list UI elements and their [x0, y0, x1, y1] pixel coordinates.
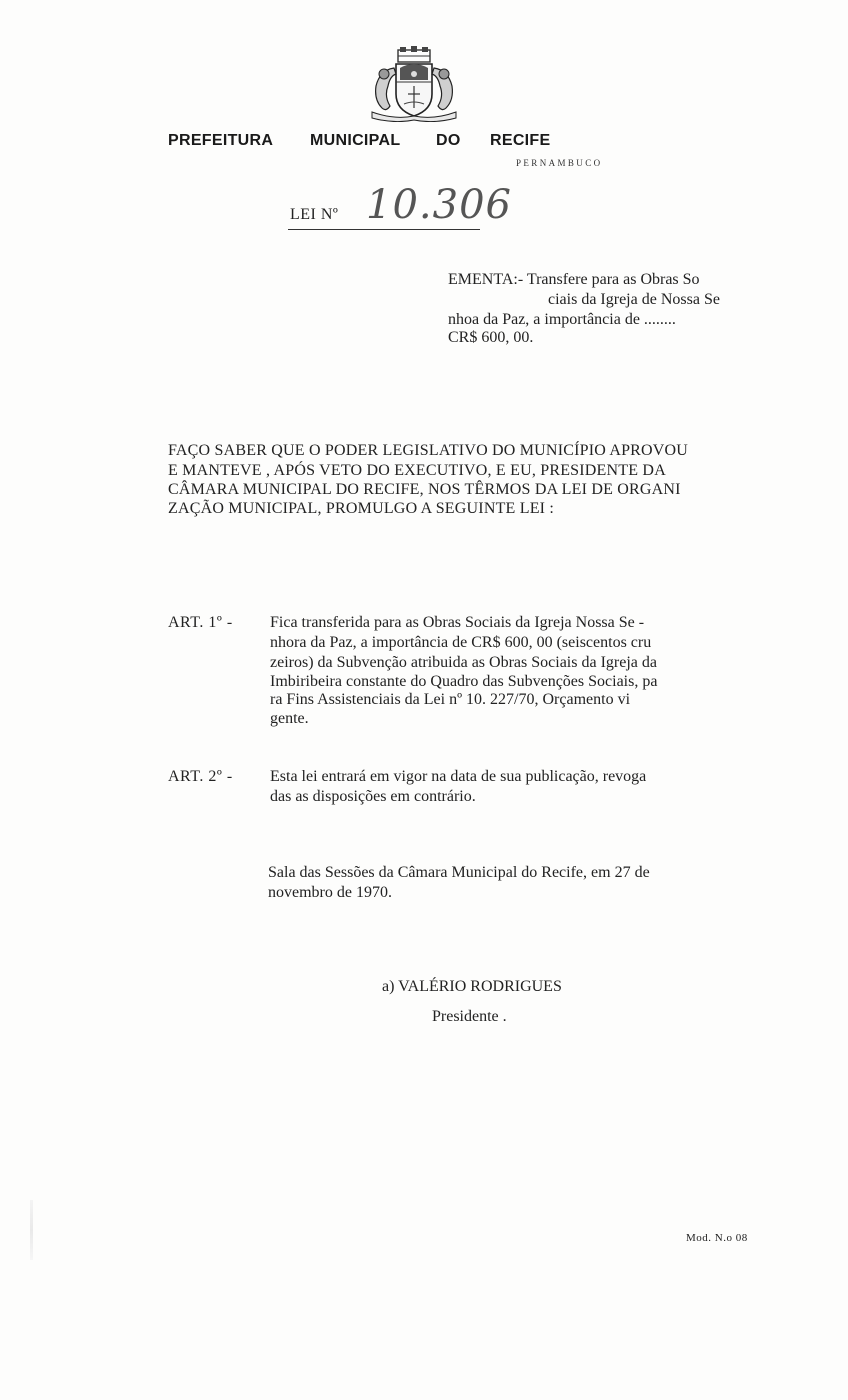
article-1-line: nhora da Paz, a importância de CR$ 600, 00 (seiscentos cru: [270, 634, 652, 651]
municipality-header: [168, 132, 588, 152]
scan-artifact: [30, 1200, 33, 1260]
state-name: PERNAMBUCO: [516, 158, 603, 168]
signatory-name: a) VALÉRIO RODRIGUES: [382, 978, 562, 995]
article-2-line: Esta lei entrará em vigor na data de sua publicação, revoga: [270, 768, 647, 785]
article-1-line: Fica transferida para as Obras Sociais da Igreja Nossa Se -: [270, 614, 645, 631]
header-word-recife: RECIFE: [490, 132, 551, 149]
ementa-line: nhoa da Paz, a importância de ........: [448, 311, 676, 328]
ementa-line: CR$ 600, 00.: [448, 329, 534, 346]
ementa-line: ciais da Igreja de Nossa Se: [548, 291, 720, 308]
preamble-line: CÂMARA MUNICIPAL DO RECIFE, NOS TÊRMOS DA LEI DE ORGANI: [168, 481, 681, 498]
article-2-line: das as disposições em contrário.: [270, 788, 476, 805]
header-word-municipal: MUNICIPAL: [310, 132, 401, 149]
article-1-line: Imbiribeira constante do Quadro das Subvenções Sociais, pa: [270, 673, 658, 690]
form-code: Mod. N.o 08: [686, 1232, 748, 1244]
article-1-line: zeiros) da Subvenção atribuida as Obras Sociais da Igreja da: [270, 654, 657, 671]
recife-coat-of-arms-icon: [364, 46, 464, 122]
law-number-underline: [288, 229, 480, 230]
article-1-line: gente.: [270, 710, 309, 727]
article-1-line: ra Fins Assistenciais da Lei nº 10. 227/70, Orçamento vi: [270, 691, 631, 708]
header-word-prefeitura: PREFEITURA: [168, 132, 274, 149]
article-1-label: ART. 1º -: [168, 614, 233, 631]
signatory-title: Presidente .: [432, 1008, 507, 1025]
preamble-line: E MANTEVE , APÓS VETO DO EXECUTIVO, E EU, PRESIDENTE DA: [168, 462, 666, 479]
preamble-line: FAÇO SABER QUE O PODER LEGISLATIVO DO MUNICÍPIO APROVOU: [168, 442, 689, 459]
header-word-do: DO: [436, 132, 461, 149]
ementa-line: EMENTA:- Transfere para as Obras So: [448, 271, 700, 288]
closing-line: Sala das Sessões da Câmara Municipal do Recife, em 27 de: [268, 864, 650, 881]
closing-line: novembro de 1970.: [268, 884, 392, 901]
law-number-handwritten: 10.306: [366, 182, 512, 228]
article-2-label: ART. 2º -: [168, 768, 233, 785]
law-number-label: LEI Nº: [290, 206, 339, 223]
preamble-line: ZAÇÃO MUNICIPAL, PROMULGO A SEGUINTE LEI :: [168, 500, 555, 517]
